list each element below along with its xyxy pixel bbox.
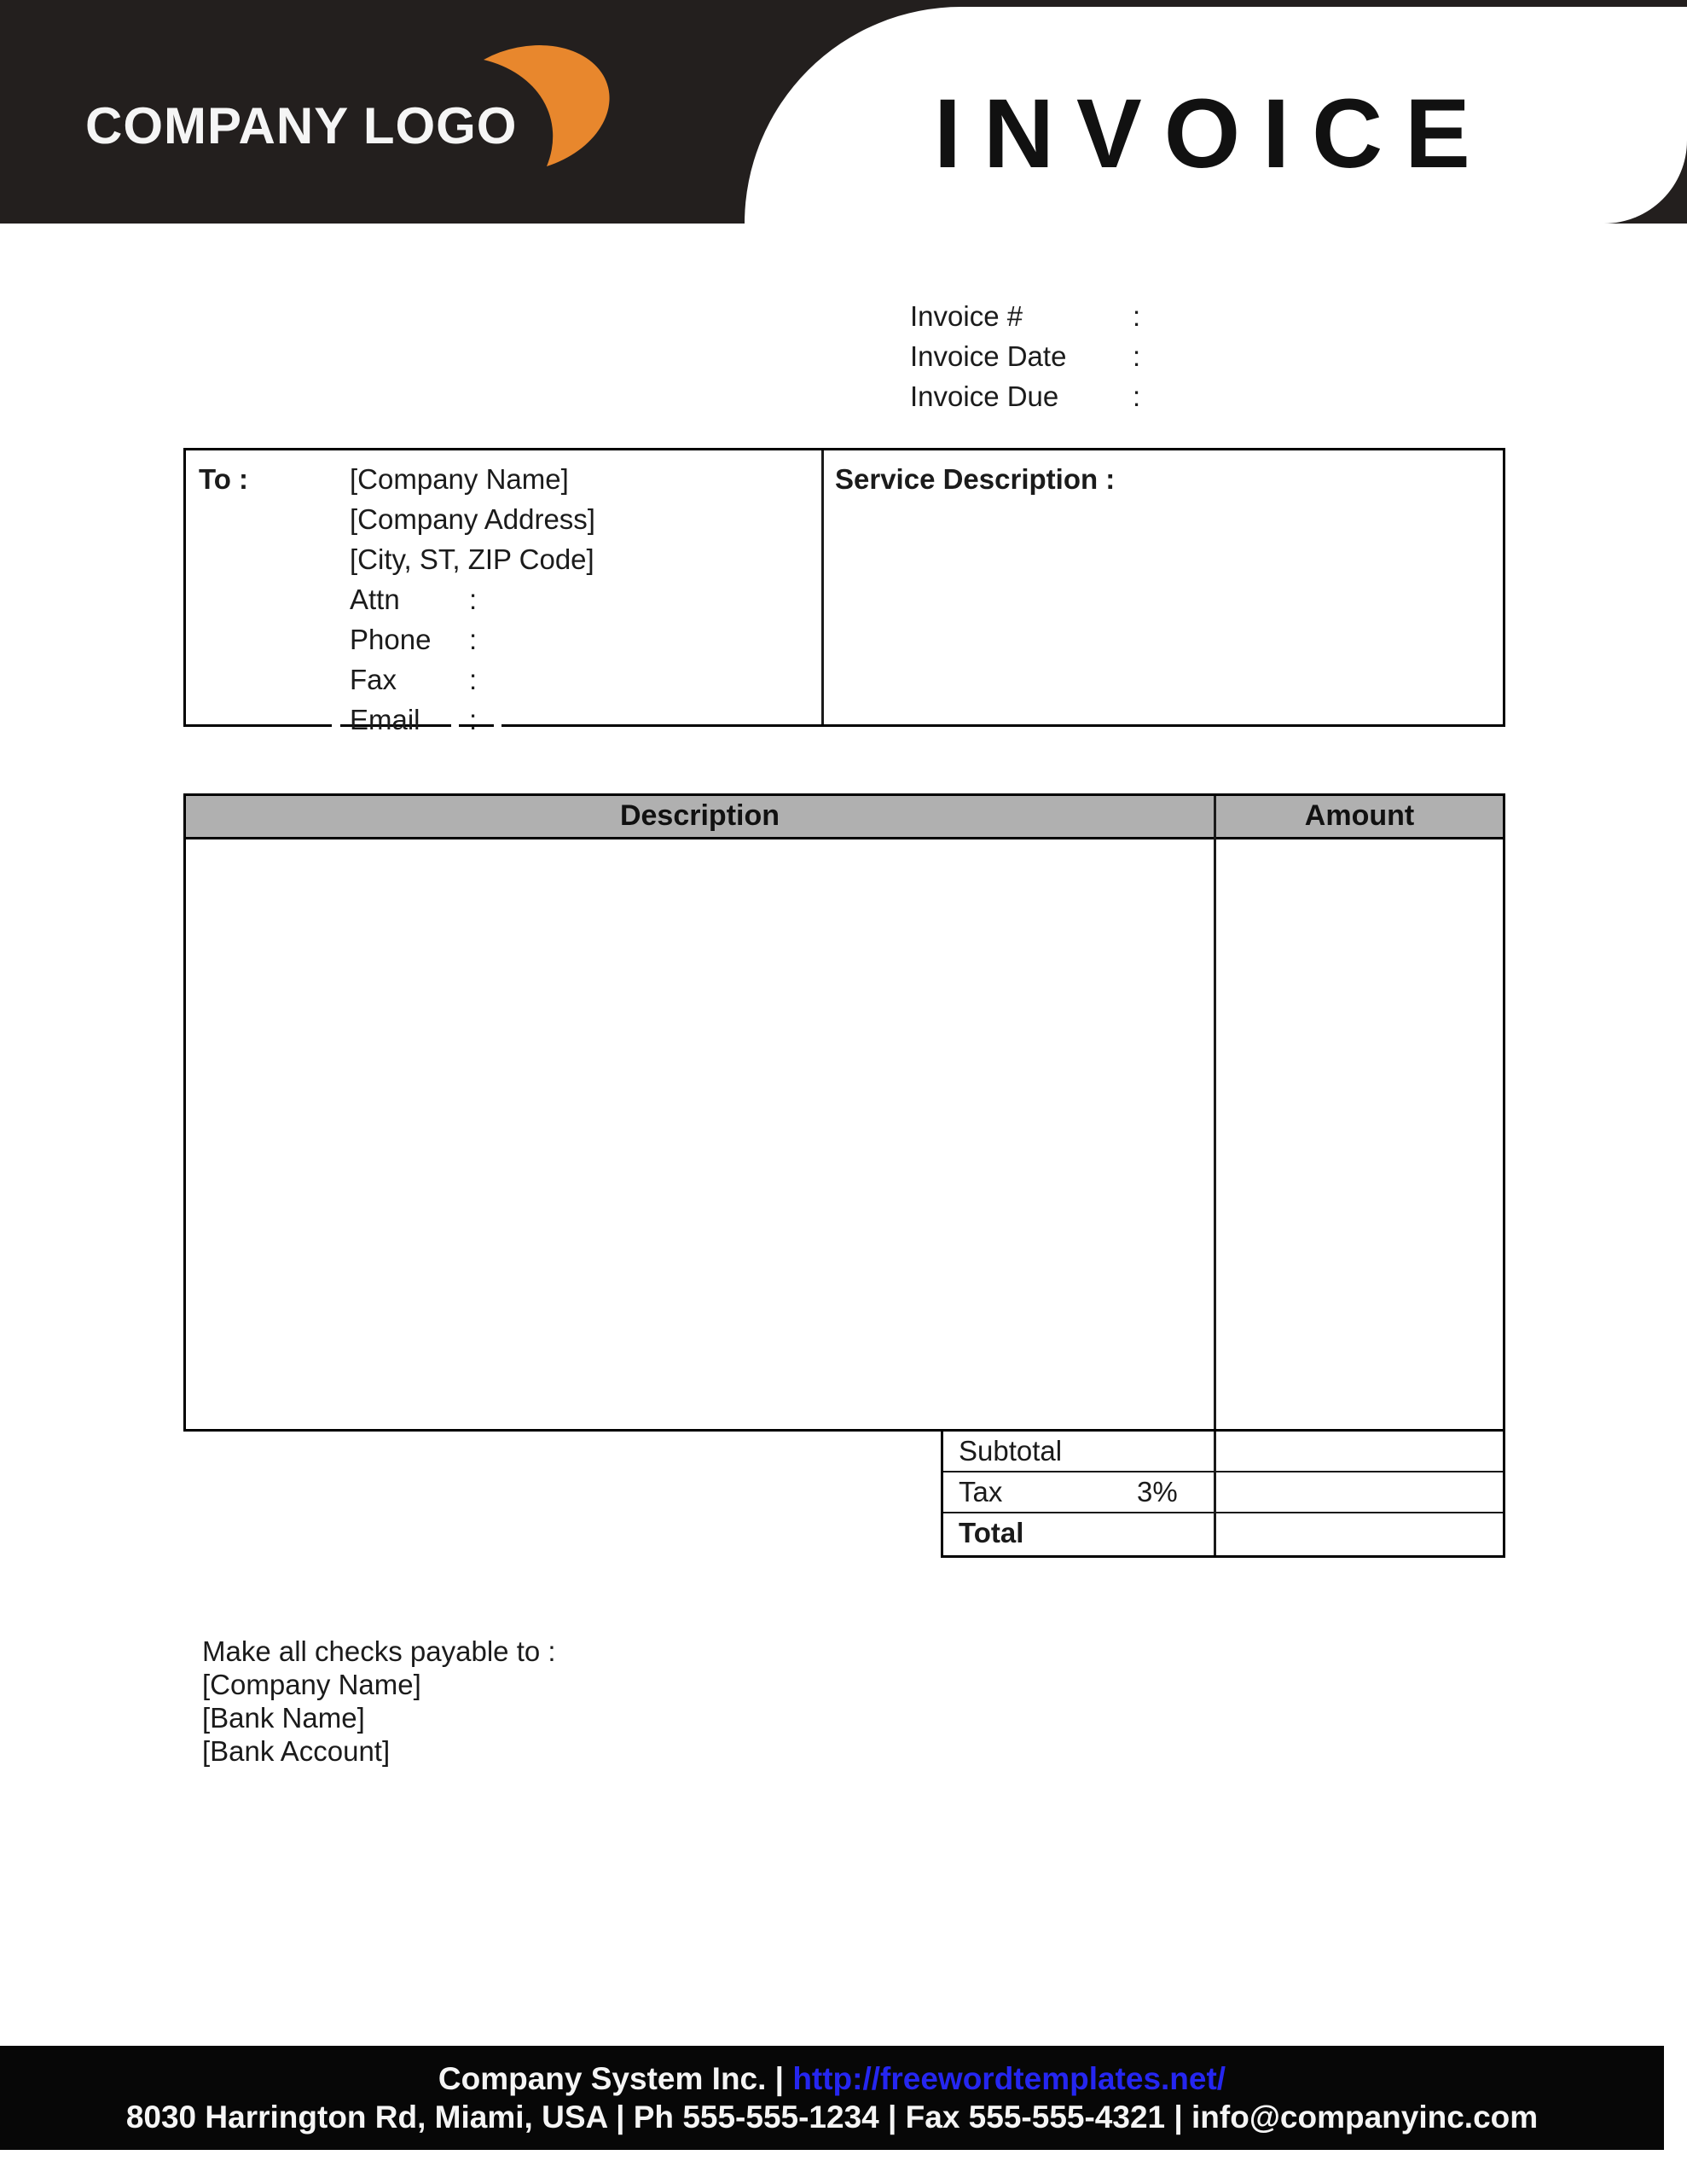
footer-company: Company System Inc. |: [438, 2061, 793, 2096]
total-label: Total: [959, 1517, 1024, 1548]
fax-colon: :: [469, 664, 478, 695]
subtotal-value[interactable]: [1216, 1432, 1503, 1471]
recipient-city-zip: [City, ST, ZIP Code]: [350, 543, 594, 575]
items-amount-area[interactable]: [1216, 839, 1503, 1429]
fax-value[interactable]: [495, 663, 733, 695]
invoice-number-label: Invoice #: [910, 300, 1023, 332]
invoice-number-value[interactable]: [1160, 296, 1416, 330]
recipient-company-address: [Company Address]: [350, 503, 595, 535]
recipient-table-divider: [821, 450, 824, 724]
service-description-area[interactable]: [826, 500, 1499, 721]
attn-row: [350, 579, 595, 619]
description-column-header: Description: [619, 799, 780, 832]
email-colon: :: [469, 704, 478, 735]
invoice-due-label: Invoice Due: [910, 380, 1059, 412]
payable-bank-name: [Bank Name]: [202, 1702, 365, 1734]
tax-value[interactable]: [1216, 1472, 1503, 1512]
footer-line2: 8030 Harrington Rd, Miami, USA | Ph 555-555-1234 | Fax 555-555-4321 | info@companyinc.com: [125, 2100, 1539, 2135]
tax-rate: 3%: [1137, 1476, 1178, 1507]
items-table: [183, 793, 1505, 1432]
invoice-due-colon: :: [1133, 380, 1141, 412]
recipient-table: [183, 448, 1505, 735]
fax-label: Fax: [350, 664, 397, 695]
total-row: [943, 1512, 1503, 1553]
email-value[interactable]: [495, 703, 733, 735]
footer-website-link[interactable]: http://freewordtemplates.net/: [792, 2061, 1226, 2096]
phone-value[interactable]: [495, 623, 733, 655]
email-row: [350, 700, 595, 740]
subtotal-row: [943, 1432, 1503, 1471]
checks-payable-intro: Make all checks payable to :: [202, 1635, 556, 1667]
tax-label: Tax: [959, 1476, 1003, 1507]
header-banner: [0, 0, 1687, 224]
phone-label: Phone: [350, 624, 432, 655]
service-description-label: Service Description :: [835, 463, 1116, 495]
invoice-date-value[interactable]: [1160, 336, 1416, 370]
page-title: INVOICE: [934, 79, 1493, 189]
invoice-number-colon: :: [1133, 300, 1141, 332]
attn-label: Attn: [350, 584, 400, 615]
phone-row: [350, 619, 595, 659]
table-border-gap: [332, 724, 340, 727]
amount-column-header: Amount: [1304, 799, 1415, 832]
payable-bank-account: [Bank Account]: [202, 1735, 391, 1767]
invoice-date-colon: :: [1133, 340, 1141, 372]
footer-line1: [438, 2059, 1226, 2098]
total-value[interactable]: [1216, 1513, 1503, 1553]
attn-colon: :: [469, 584, 478, 615]
invoice-due-value[interactable]: [1160, 376, 1416, 410]
tax-row: [943, 1471, 1503, 1512]
email-label: Email: [350, 704, 420, 735]
footer-bar: [0, 2046, 1664, 2150]
items-description-area[interactable]: [186, 839, 1214, 1429]
invoice-date-label: Invoice Date: [910, 340, 1067, 372]
fax-row: [350, 659, 595, 700]
totals-table: [941, 1432, 1505, 1558]
recipient-details: [350, 459, 595, 740]
subtotal-label: Subtotal: [959, 1435, 1063, 1467]
payable-company-name: [Company Name]: [202, 1669, 421, 1700]
phone-colon: :: [469, 624, 478, 655]
recipient-company-name: [Company Name]: [350, 463, 569, 495]
payment-note: [202, 1635, 556, 1768]
logo-swoosh-icon: [473, 41, 635, 173]
table-border-gap: [494, 724, 501, 727]
table-border-gap: [451, 724, 459, 727]
company-logo-text: COMPANY LOGO: [85, 97, 518, 154]
attn-value[interactable]: [495, 583, 733, 615]
to-label: To :: [199, 463, 249, 495]
